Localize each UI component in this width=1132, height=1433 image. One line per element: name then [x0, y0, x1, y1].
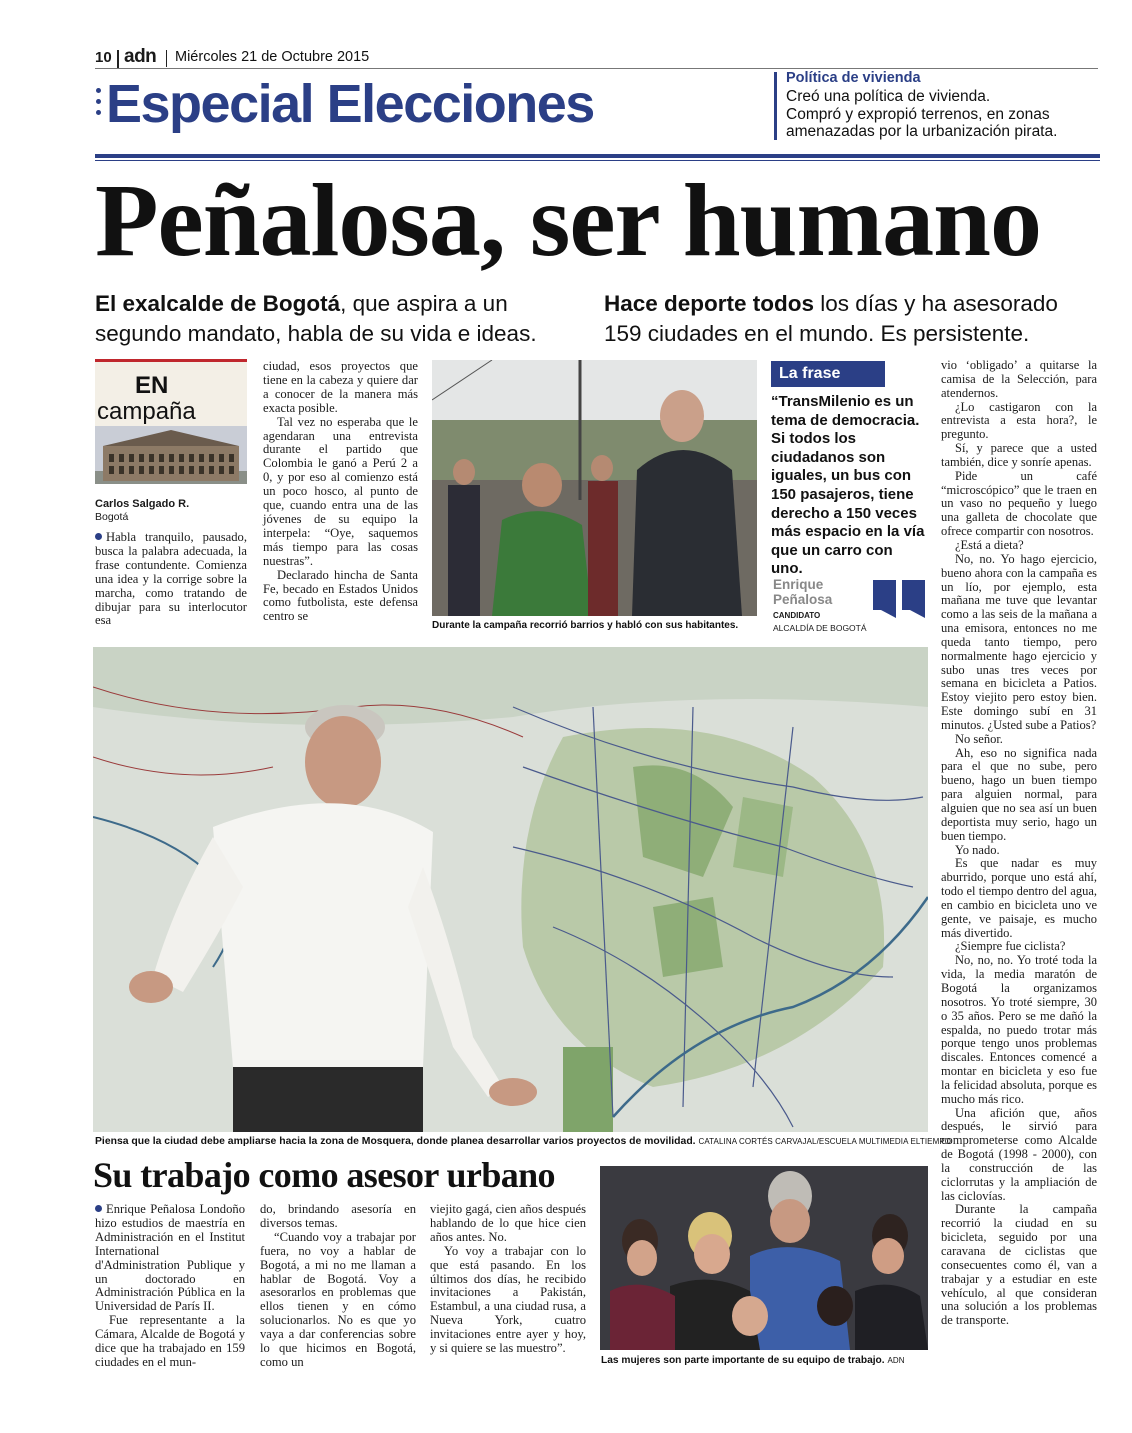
headline: Peñalosa, ser humano — [95, 163, 1041, 278]
sidebar-rule — [774, 72, 777, 140]
badge-line-1: EN — [135, 372, 169, 399]
women-photo-caption — [601, 1355, 905, 1366]
section-dots — [96, 88, 102, 115]
section-title: Especial Elecciones — [106, 74, 594, 134]
campaign-photo-caption: Durante la campaña recorrió barrios y habló con sus habitantes. — [432, 620, 739, 631]
subhead-right — [604, 289, 1058, 349]
map-photo-caption — [95, 1136, 951, 1147]
bullet-icon — [95, 1205, 102, 1212]
women-photo — [600, 1166, 928, 1350]
map-caption-credit: CATALINA CORTÉS CARVAJAL/ESCUELA MULTIMEDIA ELTIEMPO — [698, 1137, 952, 1146]
col2-p1: ciudad, esos proyectos que tiene en la cabeza y quiere dar a conocer de la manera más exacta posible. — [263, 359, 418, 415]
right-p7: No señor. — [955, 731, 1003, 746]
sidebar-line-1: Creó una política de vivienda. — [786, 88, 991, 105]
header-divider-2 — [166, 50, 167, 67]
col2-p2: Tal vez no esperaba que le agendaran una entrevista durante el partido que Colombia le ganó a Perú 2 a 0, y por eso al comienzo está un poco hosco, al punto de que, cuando entra una de las jóvenes de su equipo la interpela: “Oye, saquemos más tiempo para las cosas nuestras”. — [263, 414, 418, 568]
page-number: 10 — [95, 49, 112, 66]
bullet-icon — [95, 533, 102, 540]
byline-author: Carlos Salgado R. — [95, 498, 190, 510]
right-p10: Es que nadar es muy aburrido, porque uno está ahí, todo el tiempo dentro del agua, en cambio en bicicleta uno ve gente, ve paisaje, es mucho más divertido. — [941, 856, 1097, 940]
header-bottom-rule — [95, 154, 1100, 158]
subhead-left-line2: segundo mandato, habla de su vida e ideas. — [95, 321, 537, 346]
s2-col3-p1: viejito gagá, cien años después hablando de lo que hice cien años antes. No. — [430, 1202, 586, 1244]
right-p13: Una afición que, años después, le sirvió para comprometerse como Alcalde de Bogotá (1998 - 2000), con la construcción de las ciclorrutas y la ampliación de las ciclovías. — [941, 1105, 1097, 1203]
right-p4: Pide un café “microscópico” que le traen en un vaso no pequeño y luego una galleta de chocolate que ofrece compartir con nosotros. — [941, 468, 1097, 539]
right-p1: vio ‘obligado’ a quitarse la camisa de la Selección, para atendernos. — [941, 358, 1097, 400]
right-p14: Durante la campaña recorrió la ciudad en su bicicleta, seguido por una caravana de ciclistas que consecuentes como él, van a trabajar y a estudiar en este vehículo, al que consideran una solución a los problemas de transporte. — [941, 1202, 1097, 1328]
right-p5: ¿Está a dieta? — [955, 537, 1024, 552]
quote-org: ALCALDÍA DE BOGOTÁ — [773, 623, 867, 633]
campaign-badge — [95, 359, 247, 484]
col1-text: Habla tranquilo, pausado, busca la palabra adecuada, la frase contundente. Comienza una idea y la corrige sobre la marcha, como tratando de dibujar para su interlocutor esa — [95, 530, 247, 628]
col2-p3: Declarado hincha de Santa Fe, becado en Estados Unidos como futbolista, este defensa centro se — [263, 567, 418, 624]
subhead-left-bold: El exalcalde de Bogotá — [95, 291, 341, 316]
campaign-photo — [432, 360, 757, 616]
byline-city: Bogotá — [95, 511, 129, 523]
subhead-right-line2: 159 ciudades en el mundo. Es persistente. — [604, 321, 1030, 346]
quote-name-2: Peñalosa — [773, 592, 833, 607]
section2-col-1 — [95, 1203, 245, 1370]
right-p8: Ah, eso no significa nada para el que no sube, pero bueno, hago un buen tiempo para alguien normal, para alguien que no sea así un buen deportista muy serio, hago un buen tiempo. — [941, 745, 1097, 843]
subhead-left — [95, 289, 537, 349]
subhead-right-rest: los días y ha asesorado — [814, 291, 1058, 316]
right-p9: Yo nado. — [955, 842, 1000, 857]
badge-line-2: campaña — [97, 398, 196, 425]
map-photo — [93, 647, 928, 1132]
section2-title: Su trabajo como asesor urbano — [93, 1155, 555, 1195]
adn-logo: adn — [124, 46, 157, 67]
article-col-1 — [95, 531, 247, 628]
s2-col2-p1: do, brindando asesoría en diversos temas. — [260, 1202, 416, 1230]
issue-date: Miércoles 21 de Octubre 2015 — [175, 49, 370, 65]
right-p6: No, no. Yo hago ejercicio, bueno ahora con la campaña es un lío, por ejemplo, esta mañana me tuve que levantar como a las seis de la mañana a una emisora, entonces no me queda tanto tiempo, pero normalmente hago ejercicio y subo unas tres veces por semana en bicicleta a Patios. Estoy viejito pero estoy bien. Este domingo subí en 31 minutos. ¿Usted sube a Patios? — [941, 551, 1097, 732]
quote-role: CANDIDATO — [773, 611, 821, 620]
sidebar-title: Política de vivienda — [786, 70, 921, 86]
header-top-rule — [95, 68, 1098, 69]
quote-label: La frase — [771, 361, 885, 387]
header-bottom-rule-thin — [95, 160, 1100, 161]
article-col-right — [941, 359, 1097, 1328]
quote-box — [771, 361, 927, 579]
right-p11: ¿Siempre fue ciclista? — [955, 939, 1066, 954]
subhead-right-bold: Hace deporte todos — [604, 291, 815, 316]
quote-mark-icon — [873, 580, 927, 620]
building-illustration — [95, 426, 247, 484]
header-divider — [117, 50, 119, 68]
s2-col1-p1: Enrique Peñalosa Londoño hizo estudios de maestría en Administración en el Institut International d'Administration Publique y un doctorado en Administración Pública en la Universidad de París II. — [95, 1202, 245, 1314]
right-p3: Sí, y parece que a usted también, dice y sonríe apenas. — [941, 441, 1097, 469]
map-caption-text: Piensa que la ciudad debe ampliarse hacia la zona de Mosquera, donde planea desarrollar varios proyectos de movilidad. — [95, 1136, 696, 1147]
quote-name-1: Enrique — [773, 577, 824, 592]
quote-text: “TransMilenio es un tema de democracia. Si todos los ciudadanos son iguales, un bus con 150 pasajeros, tiene derecho a 150 veces más espacio en la vía que un carro con uno. — [771, 393, 925, 578]
section2-col-2 — [260, 1203, 416, 1370]
article-col-2 — [263, 360, 418, 624]
s2-col3-p2: Yo voy a trabajar con lo que está pasando. En los últimos dos días, he recibido invitaciones a Pakistán, Estambul, a una ciudad rusa, a Nueva York, cuatro invitaciones entre ayer y hoy, y si quiere se las muestro”. — [430, 1243, 586, 1356]
sidebar-line-2: Compró y expropió terrenos, en zonas — [786, 106, 1050, 123]
city-map-illustration — [93, 647, 928, 1132]
s2-col1-p2: Fue representante a la Cámara, Alcalde de Bogotá y dice que ha trabajado en 159 ciudades en el mun- — [95, 1313, 245, 1369]
s2-col2-p2: “Cuando voy a trabajar por fuera, no voy a hablar de Bogotá, a mi no me llaman a hablar de Bogotá. Voy a asesorarlos en problemas que ellos tienen y en cómo solucionarlos. No es que yo vaya a dar conferencias sobre lo que hicimos en Bogotá, como un — [260, 1229, 416, 1369]
right-p12: No, no, no. Yo troté toda la vida, la media maratón de Bogotá la organizamos nosotros. Yo troté siempre, 30 o 35 años. Pero se me dañó la espalda, no puedo trotar más porque tengo unos problemas discales. Entonces comencé a montar en bicicleta y eso fue la felicidad absoluta, porque es mucho más rico. — [941, 953, 1097, 1106]
sidebar-line-3: amenazadas por la urbanización pirata. — [786, 123, 1058, 140]
women-caption-credit: ADN — [887, 1356, 905, 1365]
subhead-left-rest: , que aspira a un — [340, 291, 508, 316]
women-caption-text: Las mujeres son parte importante de su equipo de trabajo. — [601, 1355, 885, 1366]
right-p2: ¿Lo castigaron con la entrevista a esta hora?, le pregunto. — [941, 399, 1097, 442]
section2-col-3 — [430, 1203, 586, 1356]
